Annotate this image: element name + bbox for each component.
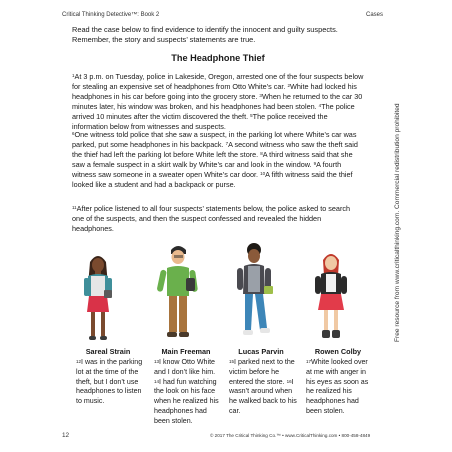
suspect-illustration-sareal xyxy=(78,252,118,342)
side-copyright-note xyxy=(392,103,402,342)
suspect-illustration-main xyxy=(156,244,200,342)
sentence-number: 12 xyxy=(76,359,82,364)
sentence-number: 13 xyxy=(154,359,160,364)
sentence-text: White looked over at me with anger in his eyes as soon as he realized his headphones had been stolen. xyxy=(306,358,369,415)
suspect-statement xyxy=(302,358,374,417)
suspect-name: Sareal Strain xyxy=(85,347,131,356)
instructions: Read the case below to find evidence to identify the innocent and guilty suspects. Remember, the story and suspects’ statements are true. xyxy=(72,25,338,44)
sentence-text: When he returned to the car 30 minutes later, his window was broken, and his headphones had been stolen. xyxy=(72,92,363,111)
sentence-number: 2 xyxy=(287,83,290,88)
suspect-statement xyxy=(72,358,144,407)
sentence-number: 9 xyxy=(313,161,317,166)
sentence-text: White had locked his headphones in his car before going into the grocery store. xyxy=(72,82,357,101)
sentence-number: 1 xyxy=(72,73,75,78)
sentence-text: The police received the information below from witnesses and suspects. xyxy=(72,112,328,131)
suspect-name: Lucas Parvin xyxy=(238,347,284,356)
suspect-illustration-lucas xyxy=(232,242,276,342)
sentence-number: 8 xyxy=(260,151,263,156)
side-copyright-text: Free resource from www.criticalthinking.com. Commercial redistribution prohibited xyxy=(394,103,401,342)
suspect-statement xyxy=(150,358,222,427)
footer-copyright: © 2017 The Critical Thinking Co.™ • www.CriticalThinking.com • 800-458-4849 xyxy=(210,433,371,438)
sentence-text: A fourth witness saw someone in a sweater open White’s car door. xyxy=(72,160,342,179)
sentence-text: A fifth witness said the thief looked like a student and had a backpack or purse. xyxy=(72,170,353,189)
sentence-text: I know Otto White and I don’t like him. xyxy=(154,358,216,376)
sentence-text: I parked next to the victim before he entered the store. xyxy=(229,358,295,386)
sentence-number: 4 xyxy=(318,103,322,108)
sentence-number: 14 xyxy=(154,378,160,384)
sentence-text: A second witness who saw the theft said the thief had left the parking lot before White left the store. xyxy=(72,140,358,159)
suspect-name: Main Freeman xyxy=(161,347,211,356)
sentence-number: 10 xyxy=(260,171,266,176)
suspect-card-main xyxy=(150,347,222,427)
suspect-name: Rowen Colby xyxy=(314,347,362,356)
sentence-text: The police arrived 10 minutes after the victim discovered the theft. xyxy=(72,102,355,121)
sentence-text: One witness told police that she saw a suspect, in the parking lot where White’s car was parked, put some headphones in his backpack. xyxy=(72,130,357,149)
sentence-text: At 3 p.m. on Tuesday, police in Lakeside, Oregon, arrested one of the four suspects below for stealing an expensive set of headphones from Otto White’s car. xyxy=(72,72,364,91)
case-title: The Headphone Thief xyxy=(171,53,265,63)
suspect-card-rowen xyxy=(302,347,374,417)
suspect-card-lucas xyxy=(225,347,297,417)
sentence-text: A third witness said that she saw a female suspect in a skirt walk by White’s car and look in the window. xyxy=(72,150,353,169)
suspect-card-sareal xyxy=(72,347,144,407)
sentence-text: I was in the parking lot at the time of the theft, but I don’t use headphones to listen to music. xyxy=(76,358,143,406)
sentence-number: 17 xyxy=(306,359,312,364)
case-paragraph-2 xyxy=(72,130,364,190)
sentence-number: 6 xyxy=(72,131,75,136)
sentence-number: 15 xyxy=(229,359,235,364)
suspect-statement xyxy=(225,358,297,417)
case-paragraph-1 xyxy=(72,72,364,132)
page-number: 12 xyxy=(62,432,70,439)
sentence-number: 16 xyxy=(286,378,292,384)
sentence-number: 5 xyxy=(250,113,253,118)
sentence-number: 3 xyxy=(259,93,262,98)
sentence-number: 11 xyxy=(72,205,77,210)
sentence-number: 7 xyxy=(225,141,229,146)
case-paragraph-3 xyxy=(72,204,364,234)
sentence-text: I wasn’t around when he walked back to his car. xyxy=(229,377,297,415)
running-header-section: Cases xyxy=(366,12,384,18)
running-header-title: Critical Thinking Detective™: Book 2 xyxy=(62,12,160,18)
sentence-text: I had fun watching the look on his face when he realized his headphones had been stolen. xyxy=(154,377,219,425)
suspect-illustration-rowen xyxy=(310,250,352,342)
sentence-text: After police listened to all four suspects’ statements below, the police asked to search one of the suspects, and then the suspect confessed and revealed the hidden headphones. xyxy=(72,204,351,233)
